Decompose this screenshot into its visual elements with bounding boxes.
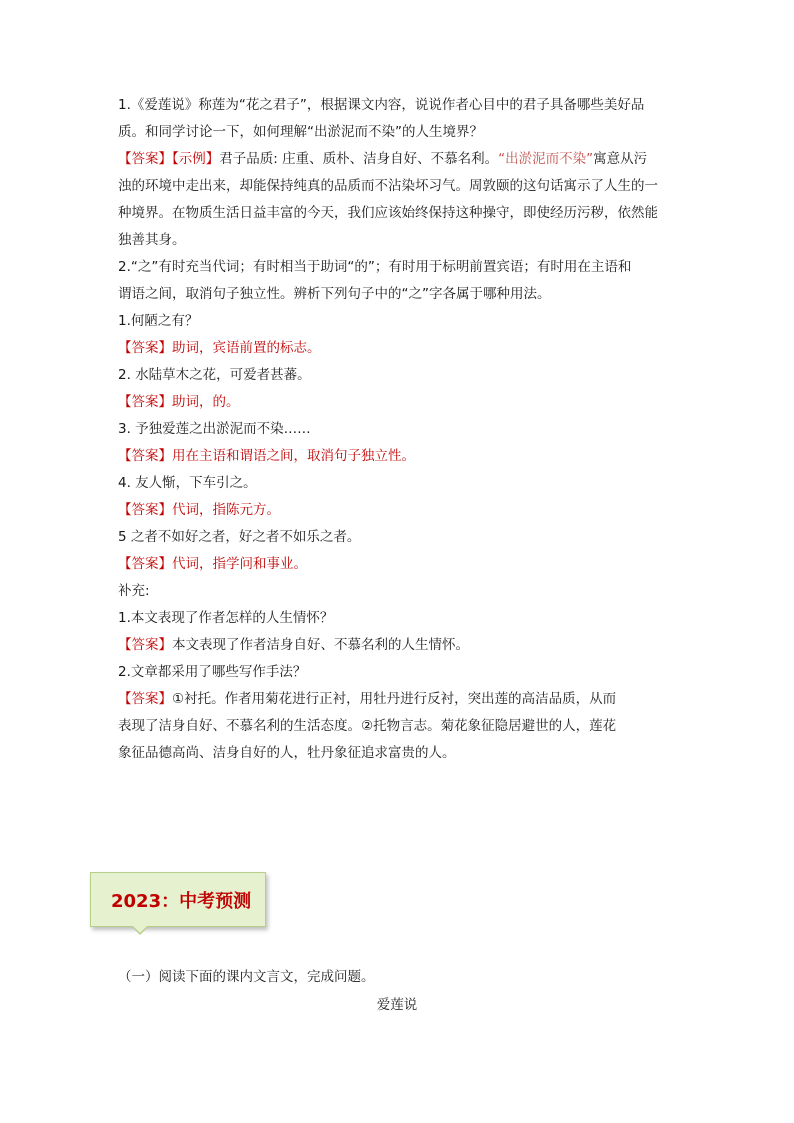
q2-item-2-answer bbox=[118, 389, 678, 416]
answer-tag: 【答案】 bbox=[118, 502, 172, 518]
q2-line-1: 2.“之”有时充当代词；有时相当于助词“的”；有时用于标明前置宾语；有时用在主语和 bbox=[118, 259, 632, 275]
supplement-answer-2-line-1 bbox=[118, 686, 678, 713]
q1-answer-line-2: 浊的环境中走出来，却能保持纯真的品质而不沾染坏习气。周敦颐的这句话寓示了人生的一 bbox=[118, 178, 658, 194]
q1-line-2: 质。和同学讨论一下，如何理解“出淤泥而不染”的人生境界？ bbox=[118, 124, 483, 140]
q1-line-1: 1.《爱莲说》称莲为“花之君子”，根据课文内容，说说作者心目中的君子具备哪些美好品 bbox=[118, 97, 645, 113]
answer-tag: 【答案】 bbox=[118, 637, 172, 653]
q2-item-5-answer-text: 代词，指学问和事业。 bbox=[172, 556, 307, 572]
q1-answer-line-4: 独善其身。 bbox=[118, 232, 186, 248]
q2-item-1-answer bbox=[118, 335, 678, 362]
section-title: 2023：中考预测 bbox=[111, 891, 252, 912]
q2-item-2-answer-text: 助词，的。 bbox=[172, 394, 240, 410]
q2-item-5-question: 5 之者不如好之者，好之者不如乐之者。 bbox=[118, 529, 361, 545]
supplement-answer-2-text: ①衬托。作者用菊花进行正衬，用牡丹进行反衬，突出莲的高洁品质，从而 bbox=[172, 691, 617, 707]
q1-answer-line-1 bbox=[118, 146, 678, 173]
supplement-answer-2-line-2: 表现了洁身自好、不慕名利的生活态度。②托物言志。菊花象征隐居避世的人，莲花 bbox=[118, 718, 617, 734]
supplement-answer-1-text: 本文表现了作者洁身自好、不慕名利的人生情怀。 bbox=[172, 637, 469, 653]
q2-item-3-answer-text: 用在主语和谓语之间，取消句子独立性。 bbox=[172, 448, 415, 464]
answer-tag: 【答案】 bbox=[118, 151, 172, 167]
passage-title: 爱莲说 bbox=[376, 997, 418, 1013]
q2-item-1-answer-text: 助词，宾语前置的标志。 bbox=[172, 340, 321, 356]
callout-pointer-fill bbox=[132, 925, 148, 933]
q1-answer-quote: “出淤泥而不染” bbox=[498, 151, 594, 167]
supplement-answer-2-line-3: 象征品德高尚、洁身自好的人，牡丹象征追求富贵的人。 bbox=[118, 745, 456, 761]
q2-item-2-question: 2. 水陆草木之花，可爱者甚蕃。 bbox=[118, 367, 311, 383]
section-heading-box bbox=[90, 872, 266, 927]
q2-item-5-answer bbox=[118, 551, 678, 578]
q1-answer-part-2: 寓意从污 bbox=[593, 151, 648, 167]
q2-item-4-question: 4. 友人惭，下车引之。 bbox=[118, 475, 257, 491]
passage-instruction: （一）阅读下面的课内文言文，完成问题。 bbox=[118, 969, 375, 985]
q1-answer-part-1: 君子品质: 庄重、质朴、洁身自好、不慕名利。 bbox=[219, 151, 499, 167]
q2-item-4-answer-text: 代词，指陈元方。 bbox=[172, 502, 280, 518]
example-tag: 【示例】 bbox=[172, 151, 220, 167]
document-body bbox=[118, 92, 678, 767]
answer-tag: 【答案】 bbox=[118, 691, 172, 707]
q2-item-3-answer bbox=[118, 443, 678, 470]
q2-item-1-question: 1.何陋之有？ bbox=[118, 313, 199, 329]
answer-tag: 【答案】 bbox=[118, 340, 172, 356]
supplement-label: 补充: bbox=[118, 583, 150, 599]
supplement-question-2: 2.文章都采用了哪些写作手法？ bbox=[118, 664, 307, 680]
supplement-question-1: 1.本文表现了作者怎样的人生情怀？ bbox=[118, 610, 334, 626]
answer-tag: 【答案】 bbox=[118, 448, 172, 464]
q1-answer-line-3: 种境界。在物质生活日益丰富的今天，我们应该始终保持这种操守，即使经历污秽，依然能 bbox=[118, 205, 658, 221]
q2-item-4-answer bbox=[118, 497, 678, 524]
q2-line-2: 谓语之间，取消句子独立性。辨析下列句子中的“之”字各属于哪种用法。 bbox=[118, 286, 551, 302]
q2-item-3-question: 3. 予独爱莲之出淤泥而不染…… bbox=[118, 421, 311, 437]
answer-tag: 【答案】 bbox=[118, 556, 172, 572]
supplement-answer-1 bbox=[118, 632, 678, 659]
answer-tag: 【答案】 bbox=[118, 394, 172, 410]
